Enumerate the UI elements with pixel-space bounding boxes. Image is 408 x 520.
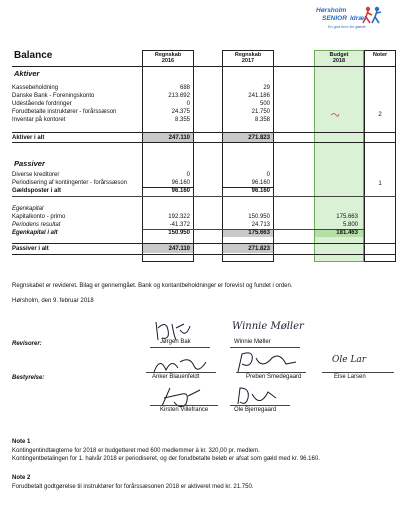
logo-tagline: En god form for glæde — [328, 25, 366, 29]
asset-label: Kassebeholdning — [12, 85, 59, 91]
note-2-line: Forudbetalt godtgørelse til instruktører for forårssæsonen 2018 er aktiveret med kr. 21.750. — [12, 484, 254, 490]
liabilities-total-label: Passiver i alt — [12, 246, 49, 252]
asset-value-2016: 688 — [179, 85, 190, 91]
equity-value-budget: 175.663 — [336, 214, 358, 220]
note-ref: 2 — [378, 112, 382, 118]
assets-total-bottom-rule — [12, 142, 396, 143]
liability-value-2017: 0 — [266, 172, 270, 178]
asset-value-2017: 21.750 — [251, 109, 270, 115]
liabilities-total-top-rule — [12, 243, 396, 244]
asset-row — [12, 101, 72, 107]
header-rule — [12, 66, 396, 67]
header-regnskab-2016: Regnskab 2016 — [154, 52, 182, 65]
audit-statement: Regnskabet er revideret. Bilag er gennemgået. Bank og kontantbeholdninger er forevist og fundet i orden. — [12, 283, 293, 289]
asset-label: Inventar på kontoret — [12, 117, 66, 123]
equity-row — [12, 222, 60, 228]
club-logo — [308, 6, 398, 40]
header-regnskab-2017: Regnskab 2017 — [234, 52, 262, 65]
debt-total-2016: 96.160 — [171, 188, 190, 194]
liability-label: Periodisering af kontingenter - forårssæson — [12, 180, 128, 186]
bestyrelse-label: Bestyrelse: — [12, 375, 45, 381]
logo-line1: Hørsholm — [316, 7, 347, 14]
liability-row — [12, 180, 127, 186]
asset-label: Forudbetalte instruktører - forårssæson — [12, 109, 117, 115]
board-sign-line — [322, 372, 394, 373]
asset-value-2017: 29 — [263, 85, 270, 91]
equity-total-2017: 175.663 — [248, 230, 270, 236]
logo-line3: Idræt — [350, 15, 367, 22]
place-date: Hørsholm, den 9. februar 2018 — [12, 298, 94, 304]
asset-label: Danske Bank - Foreningskonto — [12, 93, 95, 99]
debt-total-bottom-rule — [12, 196, 396, 197]
equity-label: Kapitalkonto - primo — [12, 214, 66, 220]
board-member-name: Else Larsen — [334, 374, 366, 380]
equity-total-2016: 150.950 — [168, 230, 190, 236]
board-sign-line — [236, 372, 306, 373]
asset-value-2017: 500 — [259, 101, 270, 107]
note-1-title: Note 1 — [12, 439, 31, 445]
equity-value-2016: -41.372 — [169, 222, 190, 228]
liabilities-total-2017: 271.823 — [248, 246, 270, 252]
page-title: Balance — [14, 50, 53, 61]
assets-total-2016: 247.110 — [168, 135, 190, 141]
liability-label: Diverse kreditorer — [12, 172, 60, 178]
asset-value-2016: 213.692 — [168, 93, 190, 99]
board-member-name: Kirsten Villefrance — [160, 407, 209, 413]
asset-row — [12, 93, 94, 99]
note-2-title: Note 2 — [12, 475, 31, 481]
asset-value-2017: 8.358 — [254, 117, 270, 123]
note-ref: 1 — [378, 181, 382, 187]
equity-total-label: Egenkapital i alt — [12, 230, 58, 236]
equity-row — [12, 214, 65, 220]
logo-line2: SENIOR — [322, 15, 347, 22]
debt-total-2017: 96.160 — [251, 188, 270, 194]
asset-row — [12, 85, 58, 91]
board-sign-line — [146, 372, 216, 373]
liability-value-2016: 0 — [186, 172, 190, 178]
asset-value-2016: 24.375 — [171, 109, 190, 115]
equity-value-2016: 192.322 — [168, 214, 190, 220]
revisorer-label: Revisorer: — [12, 341, 42, 347]
section-passiver: Passiver — [14, 159, 45, 168]
liability-value-2016: 96.160 — [171, 180, 190, 186]
board-sign-line — [150, 405, 218, 406]
debt-total-label: Gældsposter i alt — [12, 188, 62, 194]
equity-label: Periodens resultat — [12, 222, 61, 228]
section-aktiver: Aktiver — [14, 69, 40, 78]
signature-else-larsen: Ole Lar — [332, 355, 367, 365]
liabilities-total-2016: 247.110 — [168, 246, 190, 252]
revisor-name: Jørgen Bak — [160, 339, 191, 345]
header-noter: Noter — [372, 52, 388, 58]
board-member-name: Preben Smedegaard — [246, 374, 302, 380]
asset-value-2017: 241.186 — [248, 93, 270, 99]
assets-total-2017: 271.823 — [248, 135, 270, 141]
assets-total-label: Aktiver i alt — [12, 135, 45, 141]
revisor-sign-line — [230, 347, 300, 348]
equity-value-2017: 24.713 — [251, 222, 270, 228]
equity-value-2017: 150.950 — [248, 214, 270, 220]
equity-heading: Egenkapital — [12, 206, 44, 212]
asset-label: Udestående fordringer — [12, 101, 72, 107]
revisor-sign-line — [150, 347, 210, 348]
asset-value-2016: 0 — [186, 101, 190, 107]
note-1-line: Kontingentindtægterne for 2018 er budgetteret med 600 medlemmer à kr. 320,00 pr. medlem. — [12, 448, 260, 454]
liability-value-2017: 96.160 — [251, 180, 270, 186]
assets-total-top-rule — [12, 132, 396, 133]
board-sign-line — [230, 405, 290, 406]
note-1-line: Kontingentbetalingen for 1. halvår 2018 er periodiseret, og der forudbetalte beløb er afsat som gæld med kr. 96.160. — [12, 456, 320, 462]
board-member-name: Ole Bjerregaard — [234, 407, 277, 413]
asset-row — [12, 117, 65, 123]
board-member-name: Anker Blauenfeldt — [152, 374, 200, 380]
revisor-name: Winnie Møller — [234, 339, 271, 345]
asset-value-2016: 8.355 — [174, 117, 190, 123]
asset-row — [12, 109, 116, 115]
header-budget-2018: Budget 2018 — [329, 52, 349, 65]
signature-winnie-moller: Winnie Møller — [232, 321, 304, 332]
liability-row — [12, 172, 59, 178]
liabilities-total-bottom-rule — [12, 254, 396, 255]
equity-total-budget: 181.463 — [336, 230, 358, 236]
handwritten-mark-icon — [330, 112, 340, 118]
column-noter — [364, 50, 396, 262]
equity-value-budget: 5.800 — [342, 222, 358, 228]
